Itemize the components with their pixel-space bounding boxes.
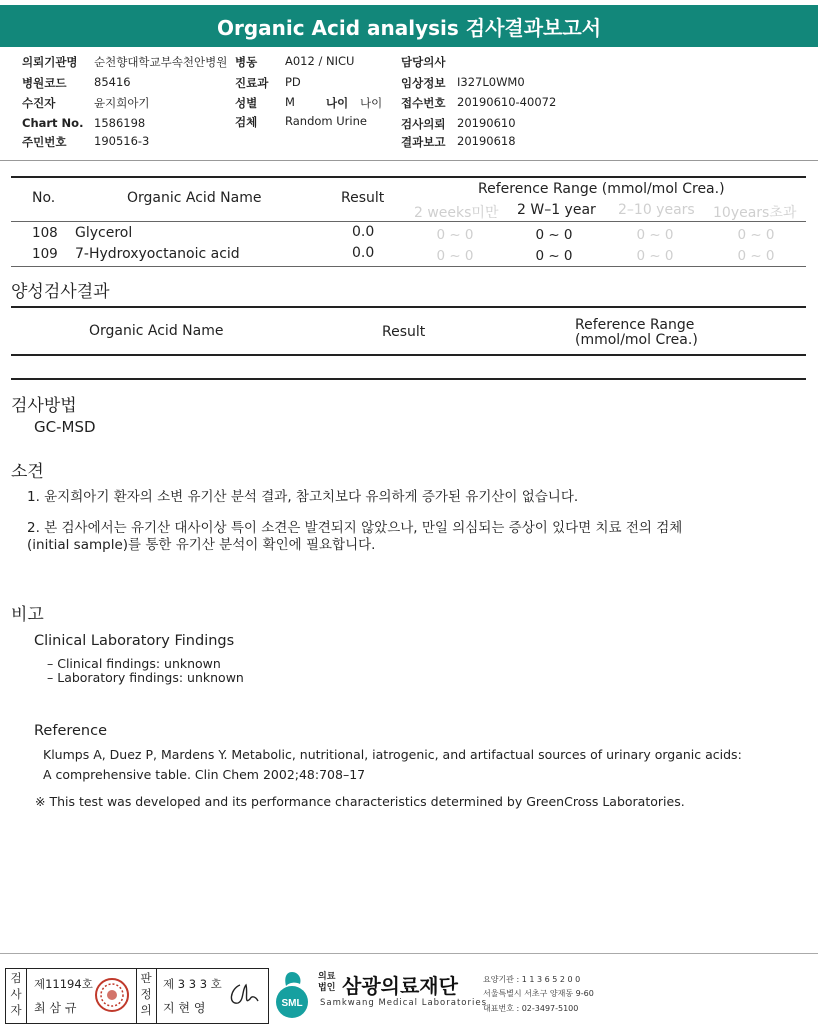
row-range-2: 0 ~ 0: [535, 248, 573, 264]
row-range-3: 0 ~ 0: [636, 227, 674, 243]
clinical-findings-line1: – Clinical findings: unknown: [47, 656, 221, 671]
clinical-findings-line2: – Laboratory findings: unknown: [47, 670, 244, 685]
confirmer-license: 제 3 3 3 호: [163, 977, 222, 991]
reference-title: Reference: [34, 723, 108, 739]
age-value: 나이: [360, 96, 383, 110]
table1-bottom-border: [11, 266, 806, 267]
finding-item-2-line2: (initial sample)를 통한 유기산 분석이 확인에 필요합니다.: [27, 537, 376, 553]
row-name: 7-Hydroxyoctanoic acid: [75, 246, 240, 262]
method-title: 검사방법: [11, 396, 77, 416]
positive-header-name: Organic Acid Name: [89, 323, 224, 339]
org-english-name: Samkwang Medical Laboratories: [320, 998, 488, 1008]
row-result: 0.0: [352, 224, 375, 240]
table1-header-no: No.: [32, 190, 56, 206]
row-range-4: 0 ~ 0: [737, 248, 775, 264]
info-divider: [0, 160, 818, 161]
sex-label: 성별: [235, 96, 258, 110]
ward-value: A012 / NICU: [285, 54, 355, 68]
department-value: PD: [285, 75, 301, 89]
report-title: Organic Acid analysis 검사결과보고서: [0, 5, 818, 47]
department-label: 진료과: [235, 76, 269, 90]
finding-item-1: 1. 윤지희아기 환자의 소변 유기산 분석 결과, 참고치보다 유의하게 증가된 유기산이 없습니다.: [27, 489, 579, 505]
row-range-3: 0 ~ 0: [636, 248, 674, 264]
chart-no-value: 1586198: [94, 116, 146, 130]
table1-header-result: Result: [341, 190, 385, 206]
chart-no-label: Chart No.: [22, 116, 84, 130]
row-range-1: 0 ~ 0: [436, 227, 474, 243]
report-date-label: 결과보고: [401, 135, 446, 149]
table1-top-border: [11, 176, 806, 178]
report-date-value: 20190618: [457, 134, 516, 148]
positive-results-title: 양성검사결과: [11, 282, 110, 302]
row-range-2: 0 ~ 0: [535, 227, 573, 243]
clinical-info-value: I327L0WM0: [457, 75, 525, 89]
org-prefix: [318, 972, 335, 994]
range-sub-2w-1y: 2 W–1 year: [517, 202, 596, 218]
request-date-value: 20190610: [457, 116, 516, 130]
clinical-info-label: 임상정보: [401, 76, 446, 90]
row-range-4: 0 ~ 0: [737, 227, 775, 243]
confirmer-name: 지 현 영: [163, 1001, 206, 1015]
finding-item-2-line1: 2. 본 검사에서는 유기산 대사이상 특이 소견은 발견되지 않았으나, 만일 의심되는 증상이 있다면 치료 전의 검체: [27, 520, 683, 536]
inspector-label: 검사자: [10, 971, 22, 1017]
seal-icon: [94, 977, 130, 1013]
hospital-code-label: 병원코드: [22, 76, 67, 90]
sex-value: M: [285, 95, 295, 109]
findings-title: 소견: [11, 462, 44, 482]
reference-line1: Klumps A, Duez P, Mardens Y. Metabolic, nutritional, iatrogenic, and artifactual sources of urinary organic acids:: [43, 747, 742, 762]
remarks-title: 비고: [11, 605, 44, 625]
table1-header-name: Organic Acid Name: [127, 190, 262, 206]
range-sub-over-10y: 10years초과: [713, 205, 797, 221]
sml-logo-icon: [272, 970, 312, 1020]
contact-phone: 대표번호 : 02-3497-5100: [483, 1004, 579, 1013]
reference-line2: A comprehensive table. Clin Chem 2002;48:708–17: [43, 767, 366, 782]
row-no: 108: [32, 225, 58, 241]
resident-no-value: 190516-3: [94, 134, 150, 148]
positive-bottom-border: [11, 378, 806, 380]
org-name: 삼광의료재단: [342, 974, 458, 998]
row-range-1: 0 ~ 0: [436, 248, 474, 264]
doctor-label: 담당의사: [401, 55, 446, 69]
table1-header-range: Reference Range (mmol/mol Crea.): [478, 181, 725, 197]
org-prefix-line1: 의료: [318, 972, 336, 982]
clinical-findings-title: Clinical Laboratory Findings: [34, 633, 235, 649]
contact-code: 요양기관 : 1 1 3 6 5 2 0 0: [483, 975, 581, 984]
positive-header-range-1: Reference Range: [575, 317, 695, 333]
patient-name-label: 수진자: [22, 96, 56, 110]
row-name: Glycerol: [75, 225, 133, 241]
positive-header-range-2: (mmol/mol Crea.): [575, 332, 698, 348]
ward-label: 병동: [235, 55, 258, 69]
specimen-value: Random Urine: [285, 114, 367, 128]
method-value: GC-MSD: [34, 418, 96, 436]
signature-box: [5, 968, 269, 1024]
patient-name-value: 윤지희아기: [94, 96, 150, 110]
institution-label: 의뢰기관명: [22, 55, 78, 69]
age-label: 나이: [326, 96, 349, 110]
hospital-code-value: 85416: [94, 75, 131, 89]
footer-divider: [0, 953, 818, 954]
inspector-name: 최 삼 규: [34, 1001, 77, 1015]
receipt-no-value: 20190610-40072: [457, 95, 557, 109]
positive-header-border: [11, 354, 806, 356]
institution-value: 순천향대학교부속천안병원: [94, 55, 228, 69]
org-prefix-line2: 법인: [318, 983, 336, 993]
contact-address: 서울특별시 서초구 양재동 9-60: [483, 989, 594, 998]
logo-text: SML: [281, 998, 303, 1009]
positive-header-result: Result: [382, 324, 426, 340]
confirmer-label: 판정의: [140, 971, 152, 1017]
resident-no-label: 주민번호: [22, 135, 67, 149]
row-no: 109: [32, 246, 58, 262]
positive-top-border: [11, 306, 806, 308]
specimen-label: 검체: [235, 115, 258, 129]
lab-note: ※ This test was developed and its performance characteristics determined by GreenCross Laboratories.: [35, 794, 685, 809]
range-sub-under-2w: 2 weeks미만: [414, 205, 499, 221]
row-result: 0.0: [352, 245, 375, 261]
table1-header-border: [11, 221, 806, 222]
request-date-label: 검사의뢰: [401, 117, 446, 131]
receipt-no-label: 접수번호: [401, 96, 446, 110]
signature-icon: [226, 979, 262, 1011]
range-sub-2-10y: 2–10 years: [618, 202, 695, 218]
inspector-license: 제11194호: [34, 977, 93, 991]
